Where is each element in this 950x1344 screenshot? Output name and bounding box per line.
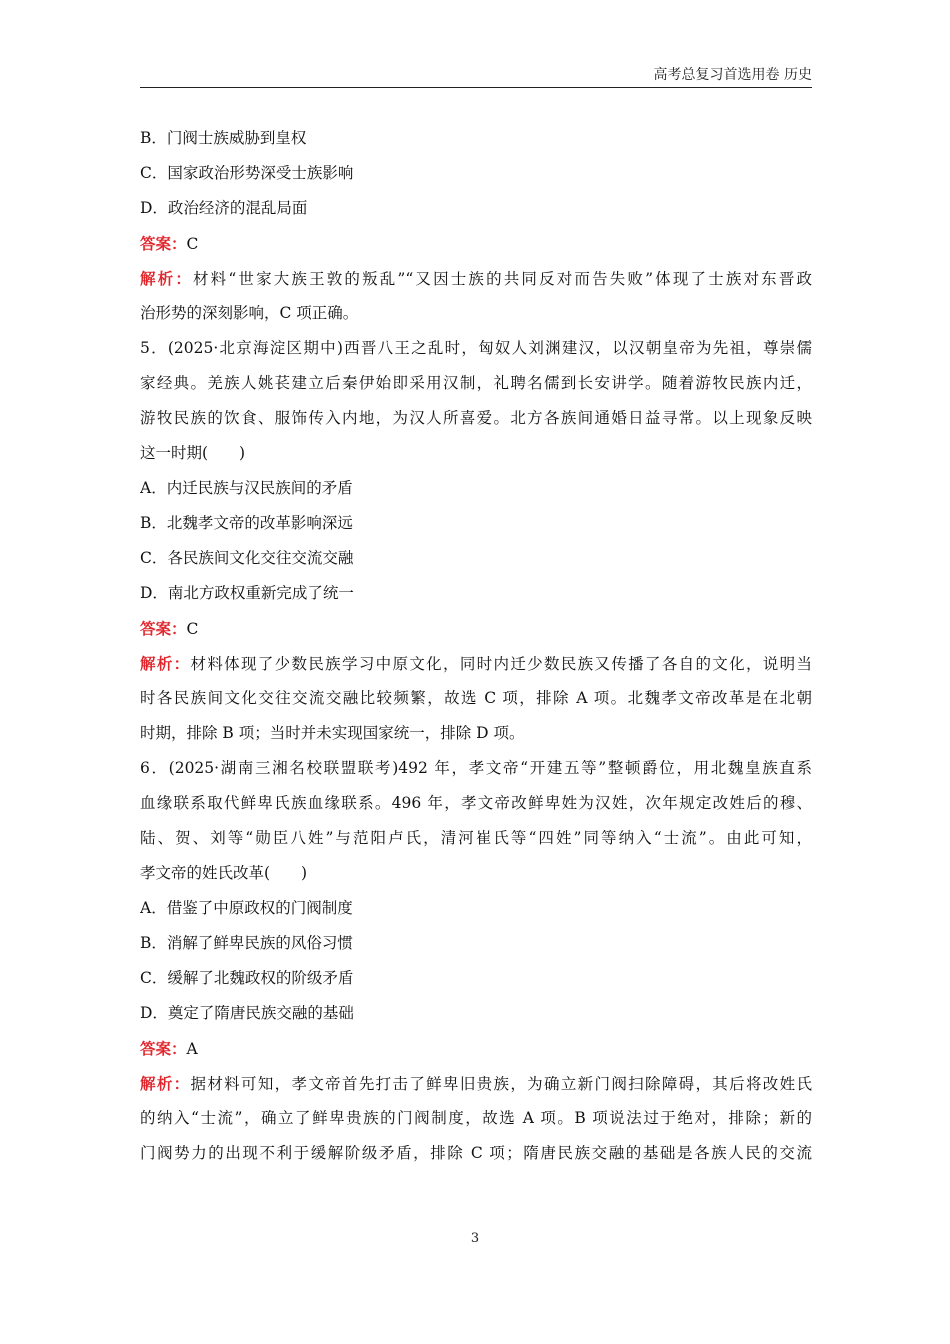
text-line [140,1136,812,1171]
line-text: 时期，排除 B 项；当时并未实现国家统一，排除 D 项。 [140,724,525,742]
text-line [140,611,812,646]
document-body [140,121,812,1171]
line-text: 材料体现了少数民族学习中原文化，同时内迁少数民族又传播了各自的文化，说明当 [190,655,812,673]
line-text: D．南北方政权重新完成了统一 [140,584,354,602]
text-line [140,506,812,541]
line-text: B．北魏孝文帝的改革影响深远 [140,514,353,532]
text-line [140,961,812,996]
line-text: C [186,235,199,253]
line-text: A．借鉴了中原政权的门阀制度 [140,899,353,917]
line-text: 游牧民族的饮食、服饰传入内地，为汉人所喜爱。北方各族间通婚日益寻常。以上现象反映 [140,409,812,427]
text-line [140,681,812,716]
line-text: 这一时期( ) [140,444,246,462]
text-line [140,576,812,611]
text-line [140,121,812,156]
text-line [140,156,812,191]
analysis-label: 解析： [140,654,191,673]
text-line [140,856,812,891]
line-text: 据材料可知，孝文帝首先打击了鲜卑旧贵族，为确立新门阀扫除障碍，其后将改姓氏 [190,1075,812,1093]
text-line [140,926,812,961]
line-text: 孝文帝的姓氏改革( ) [140,864,308,882]
line-text: 5．(2025·北京海淀区期中)西晋八王之乱时，匈奴人刘渊建汉，以汉朝皇帝为先祖，尊崇儒 [140,339,812,357]
text-line [140,436,812,471]
text-line [140,226,812,261]
page-number: 3 [470,1231,480,1246]
text-line [140,401,812,436]
line-text: C．缓解了北魏政权的阶级矛盾 [140,969,354,987]
answer-label: 答案： [140,619,187,638]
answer-label: 答案： [140,234,187,253]
header-divider [140,87,812,88]
line-text: 治形势的深刻影响，C 项正确。 [140,304,359,322]
line-text: D．奠定了隋唐民族交融的基础 [140,1004,354,1022]
text-line [140,296,812,331]
line-text: B．消解了鲜卑民族的风俗习惯 [140,934,353,952]
line-text: 陆、贺、刘等“勋臣八姓”与范阳卢氏，清河崔氏等“四姓”同等纳入“士流”。由此可知， [140,829,812,847]
text-line [140,1101,812,1136]
text-line [140,541,812,576]
line-text: 6．(2025·湖南三湘名校联盟联考)492 年，孝文帝“开建五等”整顿爵位，用北魏皇族直系 [140,759,812,777]
line-text: 家经典。羌族人姚苌建立后秦伊始即采用汉制，礼聘名儒到长安讲学。随着游牧民族内迁， [140,374,812,392]
analysis-label: 解析： [140,1074,191,1093]
text-line [140,1031,812,1066]
line-text: 材料“世家大族王敦的叛乱”“又因士族的共同反对而告失败”体现了士族对东晋政 [193,270,812,288]
text-line [140,331,812,366]
line-text: 门阀势力的出现不利于缓解阶级矛盾，排除 C 项；隋唐民族交融的基础是各族人民的交流 [140,1144,812,1162]
text-line [140,261,812,296]
text-line [140,786,812,821]
line-text: D．政治经济的混乱局面 [140,199,308,217]
line-text: 的纳入“士流”，确立了鲜卑贵族的门阀制度，故选 A 项。B 项说法过于绝对，排除；新的 [140,1109,812,1127]
page-header: 高考总复习首选用卷 历史 [653,67,812,83]
text-line [140,471,812,506]
text-line [140,366,812,401]
text-line [140,891,812,926]
text-line [140,646,812,681]
line-text: 血缘联系取代鲜卑氏族血缘联系。496 年，孝文帝改鲜卑姓为汉姓，次年规定改姓后的穆、 [140,794,812,812]
line-text: 时各民族间文化交往交流交融比较频繁，故选 C 项，排除 A 项。北魏孝文帝改革是在北朝 [140,689,812,707]
line-text: A．内迁民族与汉民族间的矛盾 [140,479,353,497]
analysis-label: 解析： [140,269,193,288]
text-line [140,821,812,856]
line-text: C [186,620,199,638]
line-text: C．国家政治形势深受士族影响 [140,164,354,182]
text-line [140,716,812,751]
line-text: B．门阀士族威胁到皇权 [140,129,307,147]
text-line [140,996,812,1031]
line-text: A [186,1040,198,1058]
text-line [140,1066,812,1101]
text-line [140,191,812,226]
answer-label: 答案： [140,1039,187,1058]
text-line [140,751,812,786]
line-text: C．各民族间文化交往交流交融 [140,549,354,567]
